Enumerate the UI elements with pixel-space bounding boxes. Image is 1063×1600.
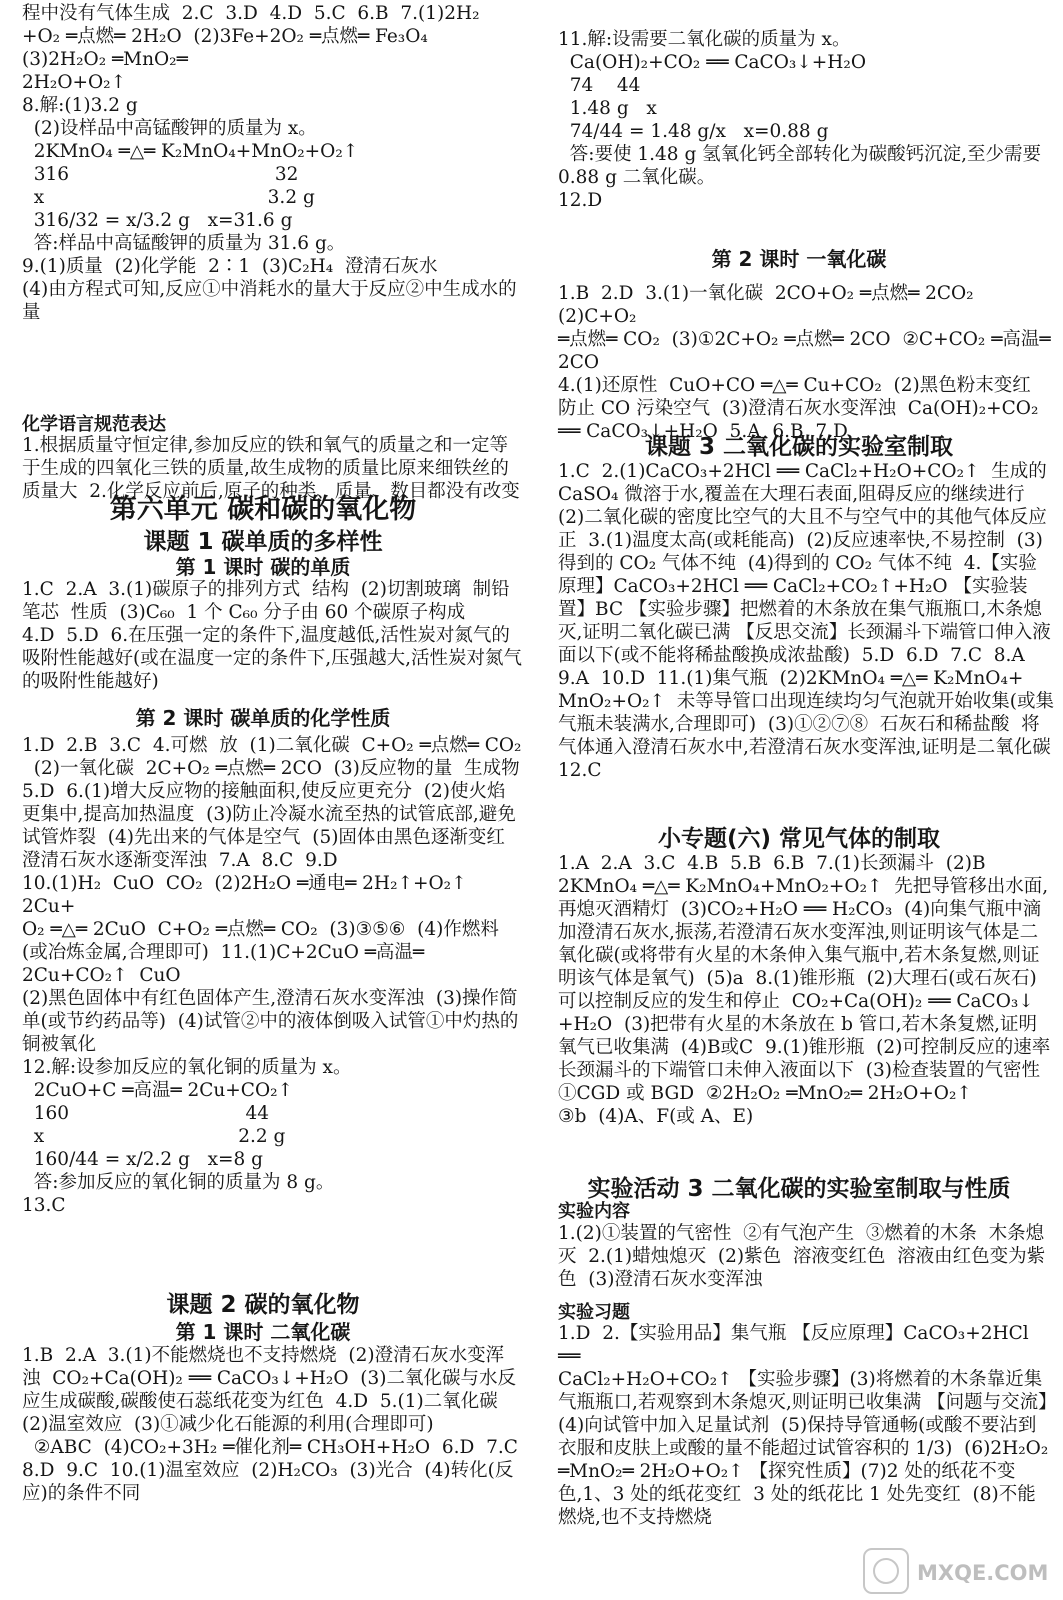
special6-title: 小专题(六) 常见气体的制取 [657,826,941,852]
watermark-text: MXQE.COM [917,1561,1049,1585]
section-heading-content: 实验内容 [558,1201,630,1222]
topic1-title: 课题 1 碳单质的多样性 [143,529,383,555]
topic1-lesson2-title: 第 2 课时 碳单质的化学性质 [135,706,391,730]
topic2-title: 课题 2 碳的氧化物 [166,1292,360,1318]
right-column [540,0,1058,1600]
answers-topic2-lesson2: 1.B 2.D 3.(1)一氧化碳 2CO+O₂ ═点燃═ 2CO₂ (2)C+O₂ ═点燃═ CO₂ (3)①2C+O₂ ═点燃═ 2CO ②C+CO₂ ═高温═ 2CO 4.(1)还原性 CuO+CO ═△═ Cu+CO₂ (2)黑色粉末变红 防止 CO 污染空气 (3)澄清石灰水变浑浊 Ca(OH)₂+CO₂ ══ CaCO₃↓+H₂O 5.A 6.B 7.D [558,283,1051,442]
topic3-title: 课题 3 二氧化碳的实验室制取 [644,434,954,460]
answers-activity3-exercise: 1.D 2.【实验用品】集气瓶 【反应原理】CaCO₃+2HCl ══ CaCl₂+H₂O+CO₂↑ 【实验步骤】(3)将燃着的木条靠近集气瓶瓶口,若观察到木条熄灭,则证明已收集满 【问题与交流】(4)向试管中加入足量试剂 (5)保持导管通畅(或酸不要沾到衣服和皮肤上或酸的量不能超过试管容积的 1/3) (6)2H₂O₂ ═MnO₂═ 2H₂O+O₂↑ 【探究性质】(7)2 处的纸花不变色,1、3 处的纸花变红 3 处的纸花比 1 处先变红 (8)不能燃烧,也不支持燃烧 [558,1323,1049,1528]
answers-activity3-content: 1.(2)①装置的气密性 ②有气泡产生 ③燃着的木条 木条熄灭 2.(1)蜡烛熄灭 (2)紫色 溶液变红色 溶液由红色变为紫色 (3)澄清石灰水变浑浊 [558,1223,1046,1290]
answers-unit5-tail: 程中没有气体生成 2.C 3.D 4.D 5.C 6.B 7.(1)2H₂ +O₂ ═点燃═ 2H₂O (2)3Fe+2O₂ ═点燃═ Fe₃O₄ (3)2H₂O₂ ═MnO₂═ 2H₂O+O₂↑ 8.解:(1)3.2 g (2)设样品中高锰酸钾的质量为 x。 2KMnO₄ ═△═ K₂MnO₄+MnO₂+O₂↑ 316 32 x 3.2 g 316/32 = x/3.2 g x=31.6 g 答:样品中高锰酸钾的质量为 31.6 g。 9.(1)质量 (2)化学能 2∶1 (3)C₂H₄ 澄清石灰水 (4)由方程式可知,反应①中消耗水的量大于反应②中生成水的量 [22,3,517,323]
section-heading-expression: 化学语言规范表达 [22,414,166,435]
watermark-logo [863,1548,1053,1594]
answers-topic2-lesson1-tail: 11.解:设需要二氧化碳的质量为 x。 Ca(OH)₂+CO₂ ══ CaCO₃↓+H₂O 74 44 1.48 g x 74/44 = 1.48 g/x x=0.88 g 答:要使 1.48 g 氢氧化钙全部转化为碳酸钙沉淀,至少需要 0.88 g 二氧化碳。 12.D [558,29,1042,211]
answers-topic1-lesson1: 1.C 2.A 3.(1)碳原子的排列方式 结构 (2)切割玻璃 制铅笔芯 性质 (3)C₆₀ 1 个 C₆₀ 分子由 60 个碳原子构成 4.D 5.D 6.在压强一定的条件下,温度越低,活性炭对氮气的吸附性能越好(或在温度一定的条件下,压强越大,活性炭对氮气的吸附性能越好) [22,579,522,692]
answers-topic2-lesson1: 1.B 2.A 3.(1)不能燃烧也不支持燃烧 (2)澄清石灰水变浑浊 CO₂+Ca(OH)₂ ══ CaCO₃↓+H₂O (3)二氧化碳与水反应生成碳酸,碳酸使石蕊纸花变为红色 4.D 5.(1)二氧化碳 (2)温室效应 (3)①减少化石能源的利用(合理即可) ②ABC (4)CO₂+3H₂ ═催化剂═ CH₃OH+H₂O 6.D 7.C 8.D 9.C 10.(1)温室效应 (2)H₂CO₃ (3)光合 (4)转化(反应)的条件不同 [22,1345,518,1504]
activity3-title: 实验活动 3 二氧化碳的实验室制取与性质 [587,1176,1011,1202]
answers-expression: 1.根据质量守恒定律,参加反应的铁和氧气的质量之和一定等于生成的四氧化三铁的质量,故生成物的质量比原来细铁丝的质量大 2.化学反应前后,原子的种类、质量、数目都没有改变 [22,435,520,502]
unit-title: 第六单元 碳和碳的氧化物 [109,494,417,525]
topic1-lesson1-title: 第 1 课时 碳的单质 [175,555,351,579]
answers-topic3: 1.C 2.(1)CaCO₃+2HCl ══ CaCl₂+H₂O+CO₂↑ 生成的 CaSO₄ 微溶于水,覆盖在大理石表面,阻碍反应的继续进行 (2)二氧化碳的密度比空气的大且不与空气中的其他气体反应 正 3.(1)温度太高(或耗能高) (2)反应速率快,不易控制 (3)得到的 CO₂ 气体不纯 (4)得到的 CO₂ 气体不纯 4.【实验原理】CaCO₃+2HCl ══ CaCl₂+CO₂↑+H₂O 【实验装置】BC 【实验步骤】把燃着的木条放在集气瓶瓶口,木条熄灭,证明二氧化碳已满 【反思交流】长颈漏斗下端管口伸入液面以下(或不能将稀盐酸换成浓盐酸) 5.D 6.D 7.C 8.A 9.A 10.D 11.(1)集气瓶 (2)2KMnO₄ ═△═ K₂MnO₄+ MnO₂+O₂↑ 未等导管口出现连续均匀气泡就开始收集(或集气瓶未装满水,合理即可) (3)①②⑦⑧ 石灰石和稀盐酸 将气体通入澄清石灰水中,若澄清石灰水变浑浊,证明是二氧化碳 12.C [558,461,1055,781]
section-heading-exercise: 实验习题 [558,1302,630,1323]
topic2-lesson1-title: 第 1 课时 二氧化碳 [175,1320,351,1344]
answers-special6: 1.A 2.A 3.C 4.B 5.B 6.B 7.(1)长颈漏斗 (2)B 2KMnO₄ ═△═ K₂MnO₄+MnO₂+O₂↑ 先把导管移出水面,再熄灭酒精灯 (3)CO₂+H₂O ══ H₂CO₃ (4)向集气瓶中滴加澄清石灰水,振荡,若澄清石灰水变浑浊,则证明该气体是二氧化碳(或将带有火星的木条伸入集气瓶中,若木条复燃,则证明该气体是氧气) (5)a 8.(1)锥形瓶 (2)大理石(或石灰石) 可以控制反应的发生和停止 CO₂+Ca(OH)₂ ══ CaCO₃↓ +H₂O (3)把带有火星的木条放在 b 管口,若木条复燃,证明氧气已收集满 (4)B或C 9.(1)锥形瓶 (2)可控制反应的速率 长颈漏斗的下端管口未伸入液面以下 (3)检查装置的气密性 ①CGD 或 BGD ②2H₂O₂ ═MnO₂═ 2H₂O+O₂↑ ③b (4)A、F(或 A、E) [558,853,1051,1127]
answers-topic1-lesson2: 1.D 2.B 3.C 4.可燃 放 (1)二氧化碳 C+O₂ ═点燃═ CO₂ (2)一氧化碳 2C+O₂ ═点燃═ 2CO (3)反应物的量 生成物 5.D 6.(1)增大反应物的接触面积,使反应更充分 (2)使火焰更集中,提高加热温度 (3)防止冷凝水流至热的试管底部,避免试管炸裂 (4)先出来的气体是空气 (5)固体由黑色逐渐变红 澄清石灰水逐渐变浑浊 7.A 8.C 9.D 10.(1)H₂ CuO CO₂ (2)2H₂O ═通电═ 2H₂↑+O₂↑ 2Cu+ O₂ ═△═ 2CuO C+O₂ ═点燃═ CO₂ (3)③⑤⑥ (4)作燃料(或冶炼金属,合理即可) 11.(1)C+2CuO ═高温═ 2Cu+CO₂↑ CuO (2)黑色固体中有红色固体产生,澄清石灰水变浑浊 (3)操作简单(或节约药品等) (4)试管②中的液体倒吸入试管①中灼热的铜被氧化 12.解:设参加反应的氧化铜的质量为 x。 2CuO+C ═高温═ 2Cu+CO₂↑ 160 44 x 2.2 g 160/44 = x/2.2 g x=8 g 答:参加反应的氧化铜的质量为 8 g。 13.C [22,735,522,1216]
left-column [0,0,526,1600]
topic2-lesson2-title: 第 2 课时 一氧化碳 [711,247,887,271]
